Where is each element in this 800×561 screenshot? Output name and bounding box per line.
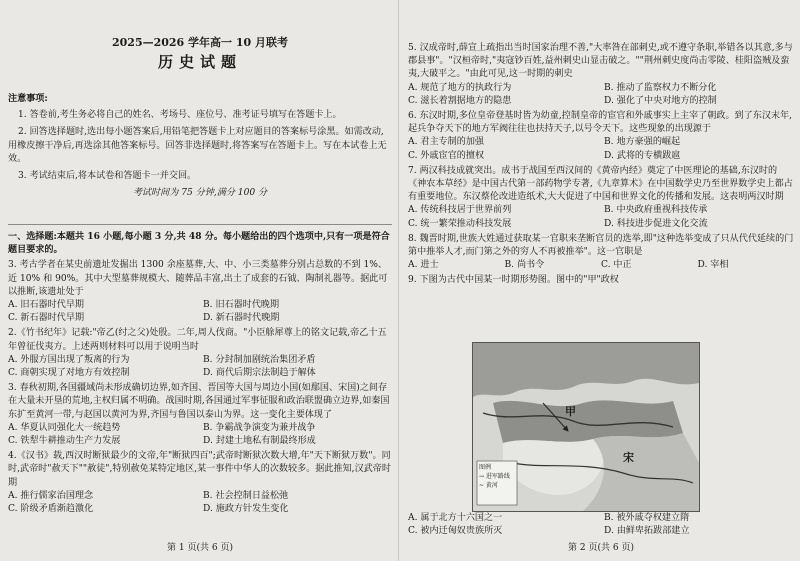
page-footer-left: 第 1 页(共 6 页)	[167, 543, 233, 553]
option: D. 科技进步促进文化交流	[604, 218, 708, 229]
option: B. 中央政府重视科技传承	[604, 205, 708, 216]
option: D. 新石器时代晚期	[203, 313, 280, 324]
question-stem: 4.《汉书》载,西汉时断狱最少的文帝,年"断狱四百";武帝时断狱次数大增,年"天下断狱万数"。同时,武帝时"赦天下""赦徒",特别赦免某特定地区,某一事件中华人的次数较多。据此推知,汉武帝时期	[8, 451, 391, 488]
option: D. 强化了中央对地方的控制	[604, 95, 717, 106]
option: B. 分封制加剧统治集团矛盾	[203, 354, 316, 365]
question	[408, 110, 794, 163]
subject-title: 历史试题	[157, 53, 242, 71]
question-stem: 5. 汉成帝时,薛宣上疏指出当时国家治理不善,"大率咎在部刺史,或不遵守条职,举错各以其意,多与郡县事"。"汉桓帝时,"夷寇钞百姓,益州刺史山显击破之。""荆州刺史度尚击零陵、桂阳盗贼及蛮夷,大破平之。"由此可见,这一时期的刺史	[408, 43, 793, 80]
question-stem: 6. 东汉时期,多位皇帝登基时皆为幼童,控制皇帝的宦官和外戚事实上主宰了朝政。到了东汉末年,起兵争夺天下的地方军阀往往也扶持天子,以号令天下。这些现象的出现源于	[408, 111, 792, 135]
section-rule	[8, 224, 392, 225]
question-stem: 3. 考古学者在某史前遗址发掘出 1300 余座墓葬,大、中、小三类墓葬分别占总数的不到 1%、近 10% 和 90%。其中大型墓葬规模大、随葬品丰富,出土了成套的石钺、陶制礼器等。据此可以推断,该遗址处于	[8, 260, 388, 297]
option: B. 尚书令	[504, 260, 545, 271]
option: A. 旧石器时代早期	[8, 300, 85, 311]
option: D. 施政方针发生变化	[203, 504, 289, 515]
question-stem: 9. 下图为古代中国某一时期形势图。图中的"甲"政权	[408, 275, 619, 286]
option: C. 中正	[601, 260, 632, 271]
notice-item: 2. 回答选择题时,选出每小题答案后,用铅笔把答题卡上对应题目的答案标号涂黑。如需改动,用橡皮擦干净后,再选涂其他答案标号。回答非选择题时,将答案写在答题卡上。写在本试卷上无效。	[8, 127, 387, 164]
question-stem: 3. 春秋初期,各国疆域尚未形成确切边界,如齐国、晋国等大国与周边小国(如鄢国、宋国)之间存在大量未开垦的荒地,主权归属不明确。战国时期,各国通过军事征服和政治联盟确立边界,如秦国东扩至黄河一带,与赵国以黄河为界,齐国与鲁国以泰山为界。这一变化主要体现了	[8, 383, 390, 420]
option: A. 传统科技居于世界前列	[408, 205, 512, 216]
question	[408, 233, 794, 273]
section-heading: 一、选择题:本题共 16 小题,每小题 3 分,共 48 分。每小题给出的四个选项中,只有一项是符合题目要求的。	[8, 231, 390, 256]
option: D. 武将的专横跋扈	[604, 150, 681, 161]
option: D. 商代后期宗法制趋于解体	[203, 368, 316, 379]
option: A. 外服方国出现了叛离的行为	[8, 354, 130, 365]
question-stem: 2.《竹书纪年》记载:"帝乙(纣之父)处殷。二年,周人伐商。"小臣艅犀尊上的铭文记载,帝乙十五年曾征伐夷方。上述两则材料可以用于说明当时	[8, 328, 387, 352]
question-options	[408, 82, 794, 108]
question	[408, 42, 794, 108]
map-label-song: 宋	[623, 451, 634, 464]
question	[408, 274, 794, 287]
question-9-options	[408, 512, 794, 538]
question-stem: 8. 魏晋时期,世族大姓通过获取某一官职来垄断官员的选举,即"这种选举变成了只从代代延续的门第中推举人才,而门第之外的穷人不再被推举"。这一官职是	[408, 233, 794, 258]
option: C. 统一繁荣推动科技发展	[408, 218, 512, 229]
left-column	[8, 0, 392, 561]
column-divider	[398, 0, 399, 561]
option: C. 商朝实现了对地方有效控制	[8, 368, 130, 379]
notice-block	[8, 92, 392, 200]
notice-heading: 注意事项:	[8, 93, 48, 104]
option: C. 外戚宦官的擅权	[408, 150, 485, 161]
question-options	[408, 136, 794, 162]
option: B. 争霸战争演变为兼并战争	[203, 422, 316, 433]
option: D. 宰相	[697, 260, 729, 271]
option: C. 铁犁牛耕推动生产力发展	[8, 436, 121, 447]
question-options	[8, 299, 392, 325]
option: B. 旧石器时代晚期	[203, 300, 280, 311]
option: A. 属于北方十六国之一	[408, 513, 503, 523]
question-options	[408, 512, 794, 538]
question-options	[8, 422, 392, 448]
option: D. 封建土地私有制最终形成	[203, 436, 316, 447]
option: C. 被内迁匈奴贵族所灭	[408, 526, 503, 537]
option: C. 阶级矛盾渐趋激化	[8, 504, 94, 515]
map-label-jia: 甲	[565, 405, 576, 418]
question	[8, 382, 392, 448]
option: A. 推行儒家治国理念	[8, 490, 94, 501]
map-legend	[479, 463, 510, 490]
option: B. 被外戚夺权建立隋	[604, 513, 690, 523]
question-options	[408, 204, 794, 230]
option: A. 进士	[408, 260, 439, 271]
question-options	[8, 490, 392, 516]
question	[8, 327, 392, 380]
map-legend-line: → 进军路线	[479, 473, 510, 480]
map-legend-line: ~ 黄河	[479, 482, 498, 489]
questions-right	[408, 42, 794, 288]
option: A. 规范了地方的执政行为	[408, 82, 512, 93]
question-options	[8, 354, 392, 380]
option: A. 华夏认同强化大一统趋势	[8, 422, 121, 433]
question-options	[408, 259, 794, 272]
notice-item: 1. 答卷前,考生务必将自己的姓名、考场号、座位号、准考证号填写在答题卡上。	[18, 110, 342, 121]
question	[8, 450, 392, 516]
question-stem: 7. 两汉科技成就突出。成书于战国至西汉间的《黄帝内经》奠定了中医理论的基础,东汉时的《神农本草经》是中国古代第一部药物学专著,《九章算术》在中国数学史乃至世界数学史上都占有重要地位。东汉蔡伦改进造纸术,大大促进了中国和世界文化的传播和发展。这表明两汉时期	[408, 165, 793, 203]
exam-time-note: 考试时间为 75 分钟,满分 100 分	[132, 188, 268, 199]
option: B. 社会控制日益松弛	[203, 490, 289, 501]
question	[408, 165, 794, 231]
exam-title: 2025—2026 学年高一 10 月联考	[111, 36, 289, 49]
questions-left	[8, 230, 392, 516]
option: C. 新石器时代早期	[8, 313, 85, 324]
question	[8, 259, 392, 325]
option: C. 滋长着割据地方的隐患	[408, 95, 512, 106]
page-footer-right: 第 2 页(共 6 页)	[568, 543, 634, 553]
notice-item: 3. 考试结束后,将本试卷和答题卡一并交回。	[18, 171, 197, 182]
map-legend-line: 图例	[479, 464, 492, 471]
option: D. 由鲜卑拓跋部建立	[604, 526, 690, 537]
option: B. 地方豪强的崛起	[604, 137, 681, 148]
option: B. 推动了监察权力不断分化	[604, 82, 717, 93]
historical-map	[472, 342, 700, 512]
option: A. 君主专制的加强	[408, 137, 485, 148]
